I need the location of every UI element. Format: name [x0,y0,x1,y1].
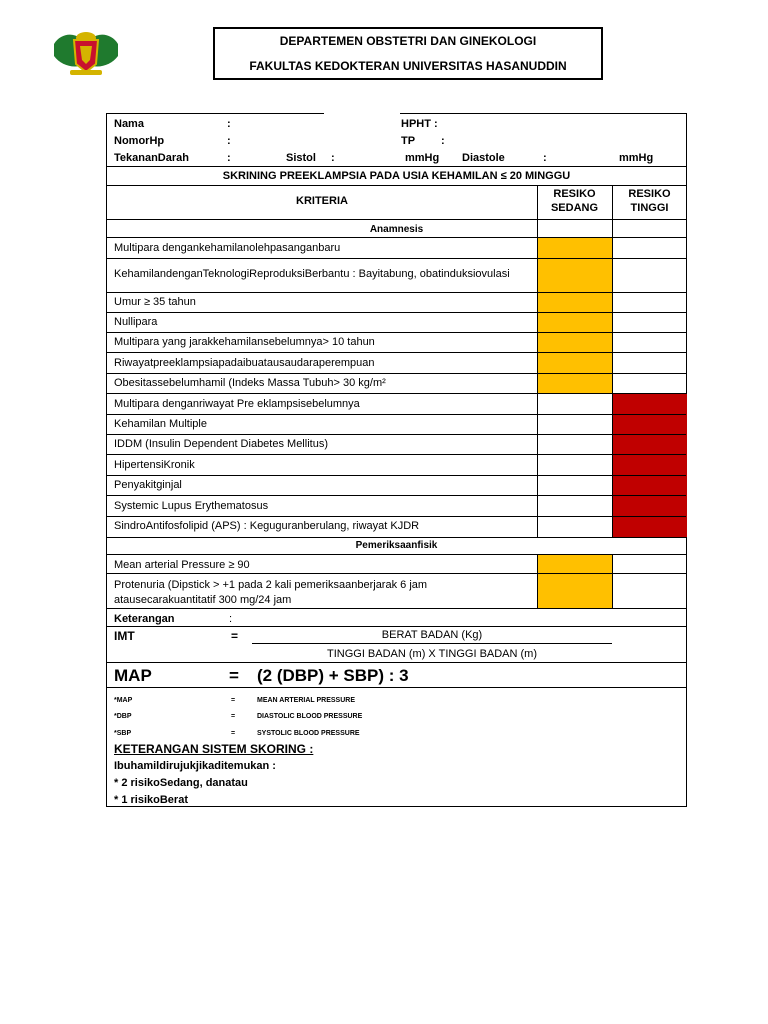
imt-numerator: BERAT BADAN (Kg) [381,629,483,641]
scoring-line: * 2 risikoSedang, danatau [114,777,248,789]
nomorhp-colon: : [227,135,231,147]
sistol-colon: : [331,152,335,164]
criteria-row-continued: atausecarakuantitatif 300 mg/24 jam [114,594,292,606]
divider [107,292,686,293]
divider [107,662,686,663]
tekanan-colon: : [227,152,231,164]
kriteria-header: KRITERIA [296,195,348,207]
divider [107,393,686,394]
divider [107,454,686,455]
criteria-row: Penyakitginjal [114,479,182,491]
criteria-row: Systemic Lupus Erythematosus [114,500,269,512]
abbr-sbp-eq: = [231,730,236,737]
divider [107,312,686,313]
abbr-sbp: *SBP [114,730,132,737]
criteria-row: Multipara yang jarakkehamilansebelumnya> 10 tahun [114,336,375,348]
hpht-label: HPHT : [401,118,438,130]
abbr-map: *MAP [114,697,133,704]
sistol-unit: mmHg [405,152,440,164]
criteria-row: KehamilandenganTeknologiReproduksiBerbantu : Bayitabung, obatinduksiovulasi [114,268,510,280]
imt-denominator: TINGGI BADAN (m) X TINGGI BADAN (m) [326,648,538,660]
criteria-row: Mean arterial Pressure ≥ 90 [114,559,250,571]
criteria-row: IDDM (Insulin Dependent Diabetes Mellitus) [114,438,328,450]
tekanan-label: TekananDarah [114,152,189,164]
keterangan-colon: : [229,613,233,625]
divider [107,516,686,517]
abbr-map-eq: = [231,697,236,704]
tp-colon: : [441,135,445,147]
imt-equals: = [231,629,239,643]
sedang-header-1: RESIKO [553,188,596,200]
divider [107,573,686,574]
divider [107,332,686,333]
divider [107,434,686,435]
sistol-label: Sistol [286,152,316,164]
abbr-dbp: *DBP [114,713,132,720]
university-emblem-icon [50,26,122,78]
criteria-row: Protenuria (Dipstick > +1 pada 2 kali pemeriksaanberjarak 6 jam [114,579,428,591]
fraction-bar [252,643,612,644]
divider [107,537,686,538]
map-equals: = [229,666,239,685]
sedang-header-2: SEDANG [550,202,599,214]
map-label: MAP [114,666,152,685]
divider [107,554,686,555]
criteria-row: SindroAntifosfolipid (APS) : Keguguranberulang, riwayat KJDR [114,520,420,532]
abbr-sbp-full: SYSTOLIC BLOOD PRESSURE [257,730,360,737]
map-formula: (2 (DBP) + SBP) : 3 [257,666,409,685]
divider [107,414,686,415]
scoring-line: Ibuhamildirujukjikaditemukan : [114,760,276,772]
column-divider [537,185,538,237]
divider [107,626,686,627]
divider [107,475,686,476]
criteria-row: Obesitassebelumhamil (Indeks Massa Tubuh> 30 kg/m² [114,377,386,389]
tinggi-header-1: RESIKO [628,188,671,200]
divider [107,687,686,688]
divider [107,373,686,374]
scoring-title: KETERANGAN SISTEM SKORING : [114,742,314,756]
screening-title: SKRINING PREEKLAMPSIA PADA USIA KEHAMILAN ≤ 20 MINGGU [222,170,571,182]
column-divider [612,185,613,237]
nomorhp-label: NomorHp [114,135,165,147]
keterangan-label: Keterangan [114,613,175,625]
sedang-risk-cell-proteinuria [538,574,612,608]
imt-label: IMT [114,629,135,643]
divider [107,185,686,186]
column-divider [612,554,613,608]
divider [107,608,686,609]
divider [107,219,686,220]
column-divider [612,237,613,537]
divider [107,495,686,496]
tinggi-header-2: TINGGI [630,202,669,214]
abbr-dbp-full: DIASTOLIC BLOOD PRESSURE [257,713,363,720]
criteria-row: Riwayatpreeklampsiapadaibuatausaudaraperempuan [114,357,375,369]
diastole-label: Diastole [462,152,505,164]
diastole-unit: mmHg [619,152,654,164]
tp-label: TP [401,135,416,147]
criteria-row: Nullipara [114,316,158,328]
nama-label: Nama [114,118,144,130]
column-divider [537,237,538,537]
divider [107,352,686,353]
divider [107,166,686,167]
criteria-row: Kehamilan Multiple [114,418,207,430]
sedang-risk-cells-anamnesis [538,238,612,393]
criteria-row: Multipara denganriwayat Pre eklampsisebelumnya [114,398,360,410]
nama-colon: : [227,118,231,130]
criteria-row: HipertensiKronik [114,459,195,471]
faculty-name: FAKULTAS KEDOKTERAN UNIVERSITAS HASANUDDIN [249,59,567,73]
scoring-line: * 1 risikoBerat [114,794,188,806]
abbr-map-full: MEAN ARTERIAL PRESSURE [257,697,356,704]
anamnesis-section-header: Anamnesis [369,224,424,235]
criteria-row: Multipara dengankehamilanolehpasanganbaru [114,242,341,254]
divider [107,258,686,259]
pemeriksaan-section-header: Pemeriksaanfisik [355,540,438,551]
column-divider [537,554,538,608]
diastole-colon: : [543,152,547,164]
criteria-row: Umur ≥ 35 tahun [114,296,196,308]
department-name: DEPARTEMEN OBSTETRI DAN GINEKOLOGI [279,34,537,48]
department-header [213,27,603,80]
sedang-risk-cell-map [538,555,612,573]
abbr-dbp-eq: = [231,713,236,720]
screening-form [106,113,687,807]
